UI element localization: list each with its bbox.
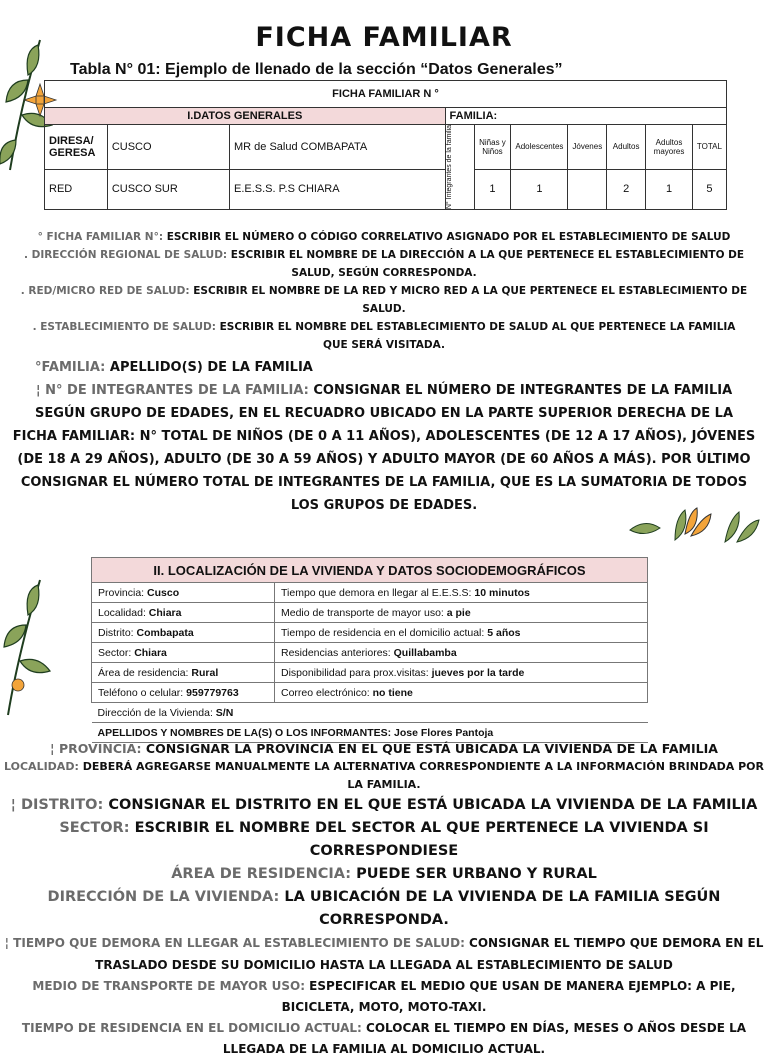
datos-generales-table bbox=[44, 80, 727, 210]
instruction-item: LOCALIDAD: DEBERÁ AGREGARSE MANUALMENTE LA ALTERNATIVA CORRESPONDIENTE A LA INFORMACIÓN BRINDADA POR LA FAMILIA. bbox=[4, 760, 764, 791]
instruction-item: . RED/MICRO RED DE SALUD: ESCRIBIR EL NOMBRE DE LA RED Y MICRO RED A LA QUE PERTENECE EL ESTABLECIMIENTO DE SALUD. bbox=[20, 285, 748, 315]
eess-value: E.E.S.S. P.S CHIARA bbox=[230, 169, 446, 210]
instruction-item: ¦ N° DE INTEGRANTES DE LA FAMILIA: CONSIGNAR EL NÚMERO DE INTEGRANTES DE LA FAMILIA SEGÚN GRUPO DE EDADES, EN EL RECUADRO UBICADO EN LA PARTE SUPERIOR DERECHA DE LA FICHA FAMILIAR: N° TOTAL DE NIÑOS (DE 0 A 11 AÑOS), ADOLESCENTES (DE 12 A 17 AÑOS), JÓVENES (DE 18 A 29 AÑOS), ADULTO (DE 30 A 59 AÑOS) Y ADULTO MAYOR (DE 60 AÑOS A MÁS). POR ÚLTIMO CONSIGNAR EL NÚMERO TOTAL DE INTEGRANTES DE LA FAMILIA, QUE ES LA SUMATORIA DE TODOS LOS GRUPOS DE EDADES. bbox=[12, 383, 756, 513]
instruction-item: . ESTABLECIMIENTO DE SALUD: ESCRIBIR EL NOMBRE DEL ESTABLECIMIENTO DE SALUD AL QUE PERTENECE LA FAMILIA QUE SERÁ VISITADA. bbox=[32, 321, 736, 351]
instruction-item: DIRECCIÓN DE LA VIVIENDA: LA UBICACIÓN DE LA VIVIENDA DE LA FAMILIA SEGÚN CORRESPONDA. bbox=[47, 889, 721, 928]
group-header: Niñas y Niños bbox=[474, 125, 511, 170]
group-header: TOTAL bbox=[692, 125, 726, 170]
instruction-item: ¦ DISTRITO: CONSIGNAR EL DISTRITO EN EL QUE ESTÁ UBICADA LA VIVIENDA DE LA FAMILIA bbox=[10, 797, 758, 813]
instructions-block-1 bbox=[0, 228, 768, 354]
count-cell: 1 bbox=[646, 169, 693, 210]
integrantes-vertical-label: N° Integrantes de la familia bbox=[445, 125, 453, 210]
section-header: I.DATOS GENERALES bbox=[45, 108, 446, 125]
page-title: FICHA FAMILIAR bbox=[255, 22, 513, 53]
count-cell: 1 bbox=[474, 169, 511, 210]
localizacion-table bbox=[91, 557, 648, 743]
count-cell: 5 bbox=[692, 169, 726, 210]
group-header: Adultos mayores bbox=[646, 125, 693, 170]
micro-red-value: MR de Salud COMBAPATA bbox=[230, 125, 446, 170]
red-value: CUSCO SUR bbox=[107, 169, 229, 210]
red-label: RED bbox=[45, 169, 108, 210]
area-cell: Área de residencia: Rural bbox=[92, 663, 275, 683]
familia-label: FAMILIA: bbox=[445, 108, 726, 125]
section-header: II. LOCALIZACIÓN DE LA VIVIENDA Y DATOS SOCIODEMOGRÁFICOS bbox=[92, 558, 648, 583]
instruction-item: MEDIO DE TRANSPORTE DE MAYOR USO: ESPECIFICAR EL MEDIO QUE USAN DE MANERA EJEMPLO: A PIE, BICICLETA, MOTO, MOTO-TAXI. bbox=[32, 979, 736, 1014]
telefono-cell: Teléfono o celular: 959779763 bbox=[92, 683, 275, 703]
group-header: Adultos bbox=[607, 125, 646, 170]
instruction-item: °FAMILIA: APELLIDO(S) DE LA FAMILIA bbox=[35, 360, 313, 375]
instruction-item: . DIRECCIÓN REGIONAL DE SALUD: ESCRIBIR EL NOMBRE DE LA DIRECCIÓN A LA QUE PERTENECE EL ESTABLECIMIENTO DE SALUD, SEGÚN CORRESPONDA. bbox=[23, 249, 745, 279]
tiempo-cell: Tiempo que demora en llegar al E.E.S.S: 10 minutos bbox=[275, 583, 648, 603]
localidad-cell: Localidad: Chiara bbox=[92, 603, 275, 623]
correo-cell: Correo electrónico: no tiene bbox=[275, 683, 648, 703]
transporte-cell: Medio de transporte de mayor uso: a pie bbox=[275, 603, 648, 623]
distrito-cell: Distrito: Combapata bbox=[92, 623, 275, 643]
ficha-number-cell: FICHA FAMILIAR N ° bbox=[45, 81, 727, 108]
instructions-block-2 bbox=[0, 356, 768, 517]
instruction-item: ° FICHA FAMILIAR N°: ESCRIBIR EL NÚMERO O CÓDIGO CORRELATIVO ASIGNADO POR EL ESTABLECIMIENTO DE SALUD bbox=[37, 231, 731, 243]
instruction-item: ¦ PROVINCIA: CONSIGNAR LA PROVINCIA EN EL QUE ESTÁ UBICADA LA VIVIENDA DE LA FAMILIA bbox=[50, 741, 718, 756]
group-header: Adolescentes bbox=[511, 125, 568, 170]
disponibilidad-cell: Disponibilidad para prox.visitas: jueves por la tarde bbox=[275, 663, 648, 683]
residencias-anteriores-cell: Residencias anteriores: Quillabamba bbox=[275, 643, 648, 663]
count-cell bbox=[568, 169, 607, 210]
diresa-label: DIRESA/ GERESA bbox=[45, 125, 108, 170]
sector-cell: Sector: Chiara bbox=[92, 643, 275, 663]
instruction-item: TIEMPO DE RESIDENCIA EN EL DOMICILIO ACTUAL: COLOCAR EL TIEMPO EN DÍAS, MESES O AÑOS DESDE LA LLEGADA DE LA FAMILIA AL DOMICILIO ACTUAL. bbox=[21, 1021, 747, 1056]
instructions-block-3 bbox=[0, 740, 768, 1060]
instruction-item: ¦ TIEMPO QUE DEMORA EN LLEGAR AL ESTABLECIMIENTO DE SALUD: CONSIGNAR EL TIEMPO QUE DEMORA EN EL TRASLADO DESDE SU DOMICILIO HASTA LA LLEGADA AL ESTABLECIMIENTO DE SALUD bbox=[4, 936, 764, 972]
informantes-cell: APELLIDOS Y NOMBRES DE LA(S) O LOS INFORMANTES: Jose Flores Pantoja bbox=[92, 723, 648, 743]
table-caption: Tabla N° 01: Ejemplo de llenado de la sección “Datos Generales” bbox=[70, 61, 563, 78]
direccion-cell: Dirección de la Vivienda: S/N bbox=[92, 703, 648, 723]
count-cell: 1 bbox=[511, 169, 568, 210]
count-cell: 2 bbox=[607, 169, 646, 210]
leaf-decoration-bottom-icon bbox=[0, 565, 55, 720]
provincia-cell: Provincia: Cusco bbox=[92, 583, 275, 603]
residencia-cell: Tiempo de residencia en el domicilio actual: 5 años bbox=[275, 623, 648, 643]
instruction-item: ÁREA DE RESIDENCIA: PUEDE SER URBANO Y RURAL bbox=[171, 866, 597, 882]
group-header: Jóvenes bbox=[568, 125, 607, 170]
instruction-item: SECTOR: ESCRIBIR EL NOMBRE DEL SECTOR AL QUE PERTENECE LA VIVIENDA SI CORRESPONDIESE bbox=[59, 820, 709, 859]
diresa-value: CUSCO bbox=[107, 125, 229, 170]
